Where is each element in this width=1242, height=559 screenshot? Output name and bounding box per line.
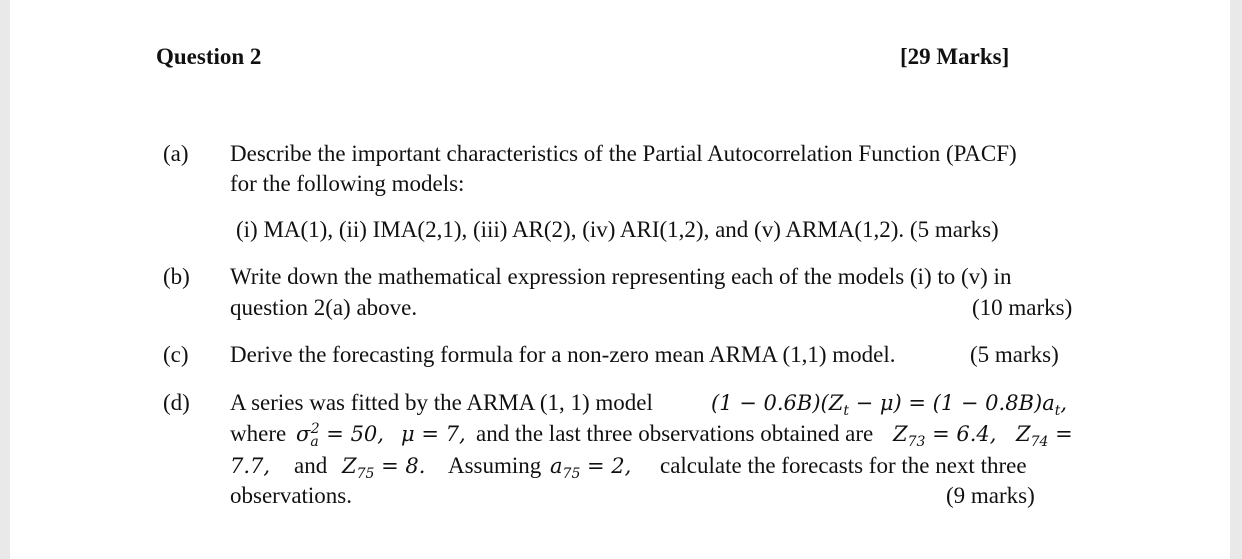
part-a-line2: for the following models: — [230, 171, 465, 196]
part-d-line1-text: A series was fitted by the ARMA (1, 1) model — [230, 390, 653, 415]
total-marks: [29 Marks] — [900, 44, 1010, 69]
part-d-z75: $Z_{75} = 8$. — [342, 454, 426, 483]
part-a-label: (a) — [163, 141, 189, 166]
part-d-line4: observations. — [230, 483, 353, 508]
part-b-marks: (10 marks) — [972, 295, 1073, 320]
part-d-label: (d) — [163, 390, 190, 415]
part-d-marks: (9 marks) — [946, 483, 1035, 508]
part-d-sigma: $\sigma_a^2 = 50$, — [296, 421, 384, 451]
part-d-a75: $a_{75} = 2$, — [550, 454, 632, 483]
part-a-line1: Describe the important characteristics of the Partial Autocorrelation Function (PACF) — [230, 141, 1017, 166]
part-d-line3-rest: calculate the forecasts for the next three — [660, 453, 1027, 478]
part-d-and: and — [294, 453, 328, 478]
part-d-where: where — [230, 421, 287, 446]
part-a-models: (i) MA(1), (ii) IMA(2,1), (iii) AR(2), (iv) ARI(1,2), and (v) ARMA(1,2). (5 marks) — [236, 217, 999, 242]
part-c-marks: (5 marks) — [970, 342, 1059, 367]
part-b-label: (b) — [163, 264, 190, 289]
part-c-label: (c) — [163, 342, 189, 367]
part-d-z73: $Z_{73} = 6.4$, — [893, 422, 997, 451]
part-d-mu: μ = 7, — [401, 422, 466, 446]
part-d-z74-value: 7.7, — [230, 454, 271, 478]
part-b-line2: question 2(a) above. — [230, 295, 418, 320]
document-page — [10, 0, 1230, 559]
part-d-model-equation: $(1 - 0.6B)(Z_t - \mu) = (1 - 0.8B)a_t$, — [711, 391, 1068, 420]
part-d-line2-text: and the last three observations obtained are — [476, 421, 874, 446]
part-b-line1: Write down the mathematical expression representing each of the models (i) to (v) in — [230, 264, 1012, 289]
part-d-z74: $Z_{74}$ = — [1016, 422, 1073, 451]
question-title: Question 2 — [156, 44, 262, 69]
part-c-text: Derive the forecasting formula for a non-zero mean ARMA (1,1) model. — [230, 342, 896, 367]
part-d-assuming: Assuming — [448, 453, 542, 478]
